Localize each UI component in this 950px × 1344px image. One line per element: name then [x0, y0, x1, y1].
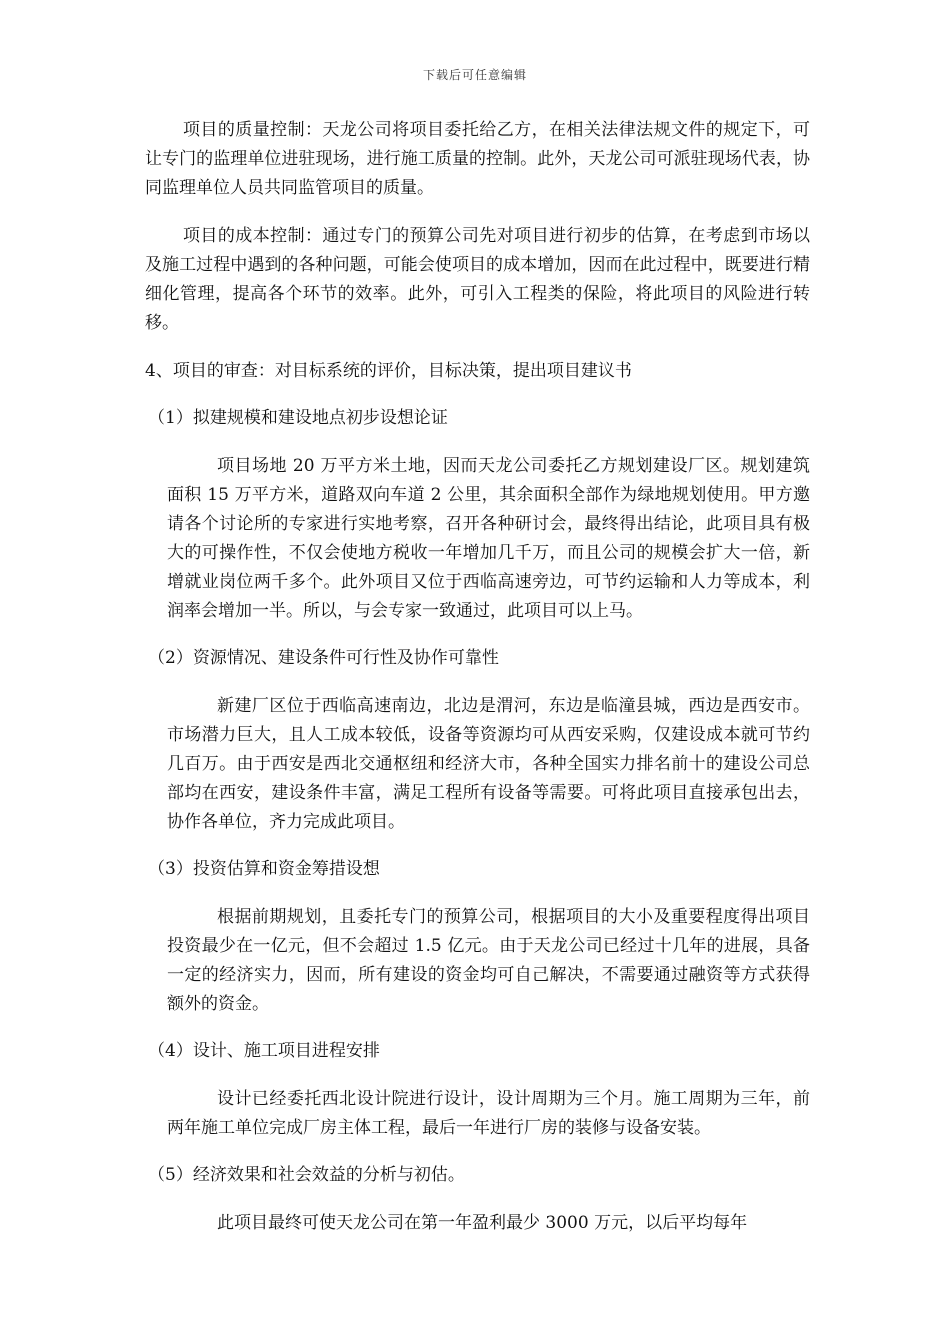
- subsection-1-body: 项目场地 20 万平方米土地，因而天龙公司委托乙方规划建设厂区。规划建筑面积 15 万平方米，道路双向车道 2 公里，其余面积全部作为绿地规划使用。甲方邀请各个讨论所的专家进行实地考察，召开各种研讨会，最终得出结论，此项目具有极大的可操作性，不仅会使地方税收一年增加几千万，而且公司的规模会扩大一倍，新增就业岗位两千多个。此外项目又位于西临高速旁边，可节约运输和人力等成本，利润率会增加一半。所以，与会专家一致通过，此项目可以上马。: [167, 456, 810, 621]
- subsection-3-body: 根据前期规划，且委托专门的预算公司，根据项目的大小及重要程度得出项目投资最少在一亿元，但不会超过 1.5 亿元。由于天龙公司已经过十几年的进展，具备一定的经济实力，因而，所有建设的资金均可自己解决，不需要通过融资等方式获得额外的资金。: [167, 907, 810, 1014]
- subsection-5-heading: （5）经济效果和社会效益的分析与初估。: [148, 1165, 465, 1185]
- subsection-4-heading: （4）设计、施工项目进程安排: [148, 1041, 380, 1061]
- subsection-2-body: 新建厂区位于西临高速南边，北边是渭河，东边是临潼县城，西边是西安市。市场潜力巨大，且人工成本较低，设备等资源均可从西安采购，仅建设成本就可节约几百万。由于西安是西北交通枢纽和经济大市，各种全国实力排名前十的建设公司总部均在西安，建设条件丰富，满足工程所有设备等需要。可将此项目直接承包出去，协作各单位，齐力完成此项目。: [167, 696, 810, 832]
- document-body: [145, 116, 810, 1238]
- subsection-3-heading: （3）投资估算和资金筹措设想: [148, 859, 380, 879]
- header-note: 下载后可任意编辑: [422, 68, 527, 82]
- subsection-1-heading: （1）拟建规模和建设地点初步设想论证: [148, 408, 448, 428]
- subsection-5-body: 此项目最终可使天龙公司在第一年盈利最少 3000 万元，以后平均每年: [217, 1213, 748, 1233]
- section-4-heading: 4、项目的审查：对目标系统的评价，目标决策，提出项目建议书: [145, 361, 632, 381]
- cost-control-paragraph: 项目的成本控制：通过专门的预算公司先对项目进行初步的估算，在考虑到市场以及施工过程中遇到的各种问题，可能会使项目的成本增加，因而在此过程中，既要进行精细化管理，提高各个环节的效率。此外，可引入工程类的保险，将此项目的风险进行转移。: [145, 226, 810, 333]
- quality-control-paragraph: 项目的质量控制：天龙公司将项目委托给乙方，在相关法律法规文件的规定下，可让专门的监理单位进驻现场，进行施工质量的控制。此外，天龙公司可派驻现场代表，协同监理单位人员共同监管项目的质量。: [145, 120, 810, 198]
- subsection-2-heading: （2）资源情况、建设条件可行性及协作可靠性: [148, 648, 499, 668]
- subsection-4-body: 设计已经委托西北设计院进行设计，设计周期为三个月。施工周期为三年，前两年施工单位完成厂房主体工程，最后一年进行厂房的装修与设备安装。: [167, 1089, 810, 1138]
